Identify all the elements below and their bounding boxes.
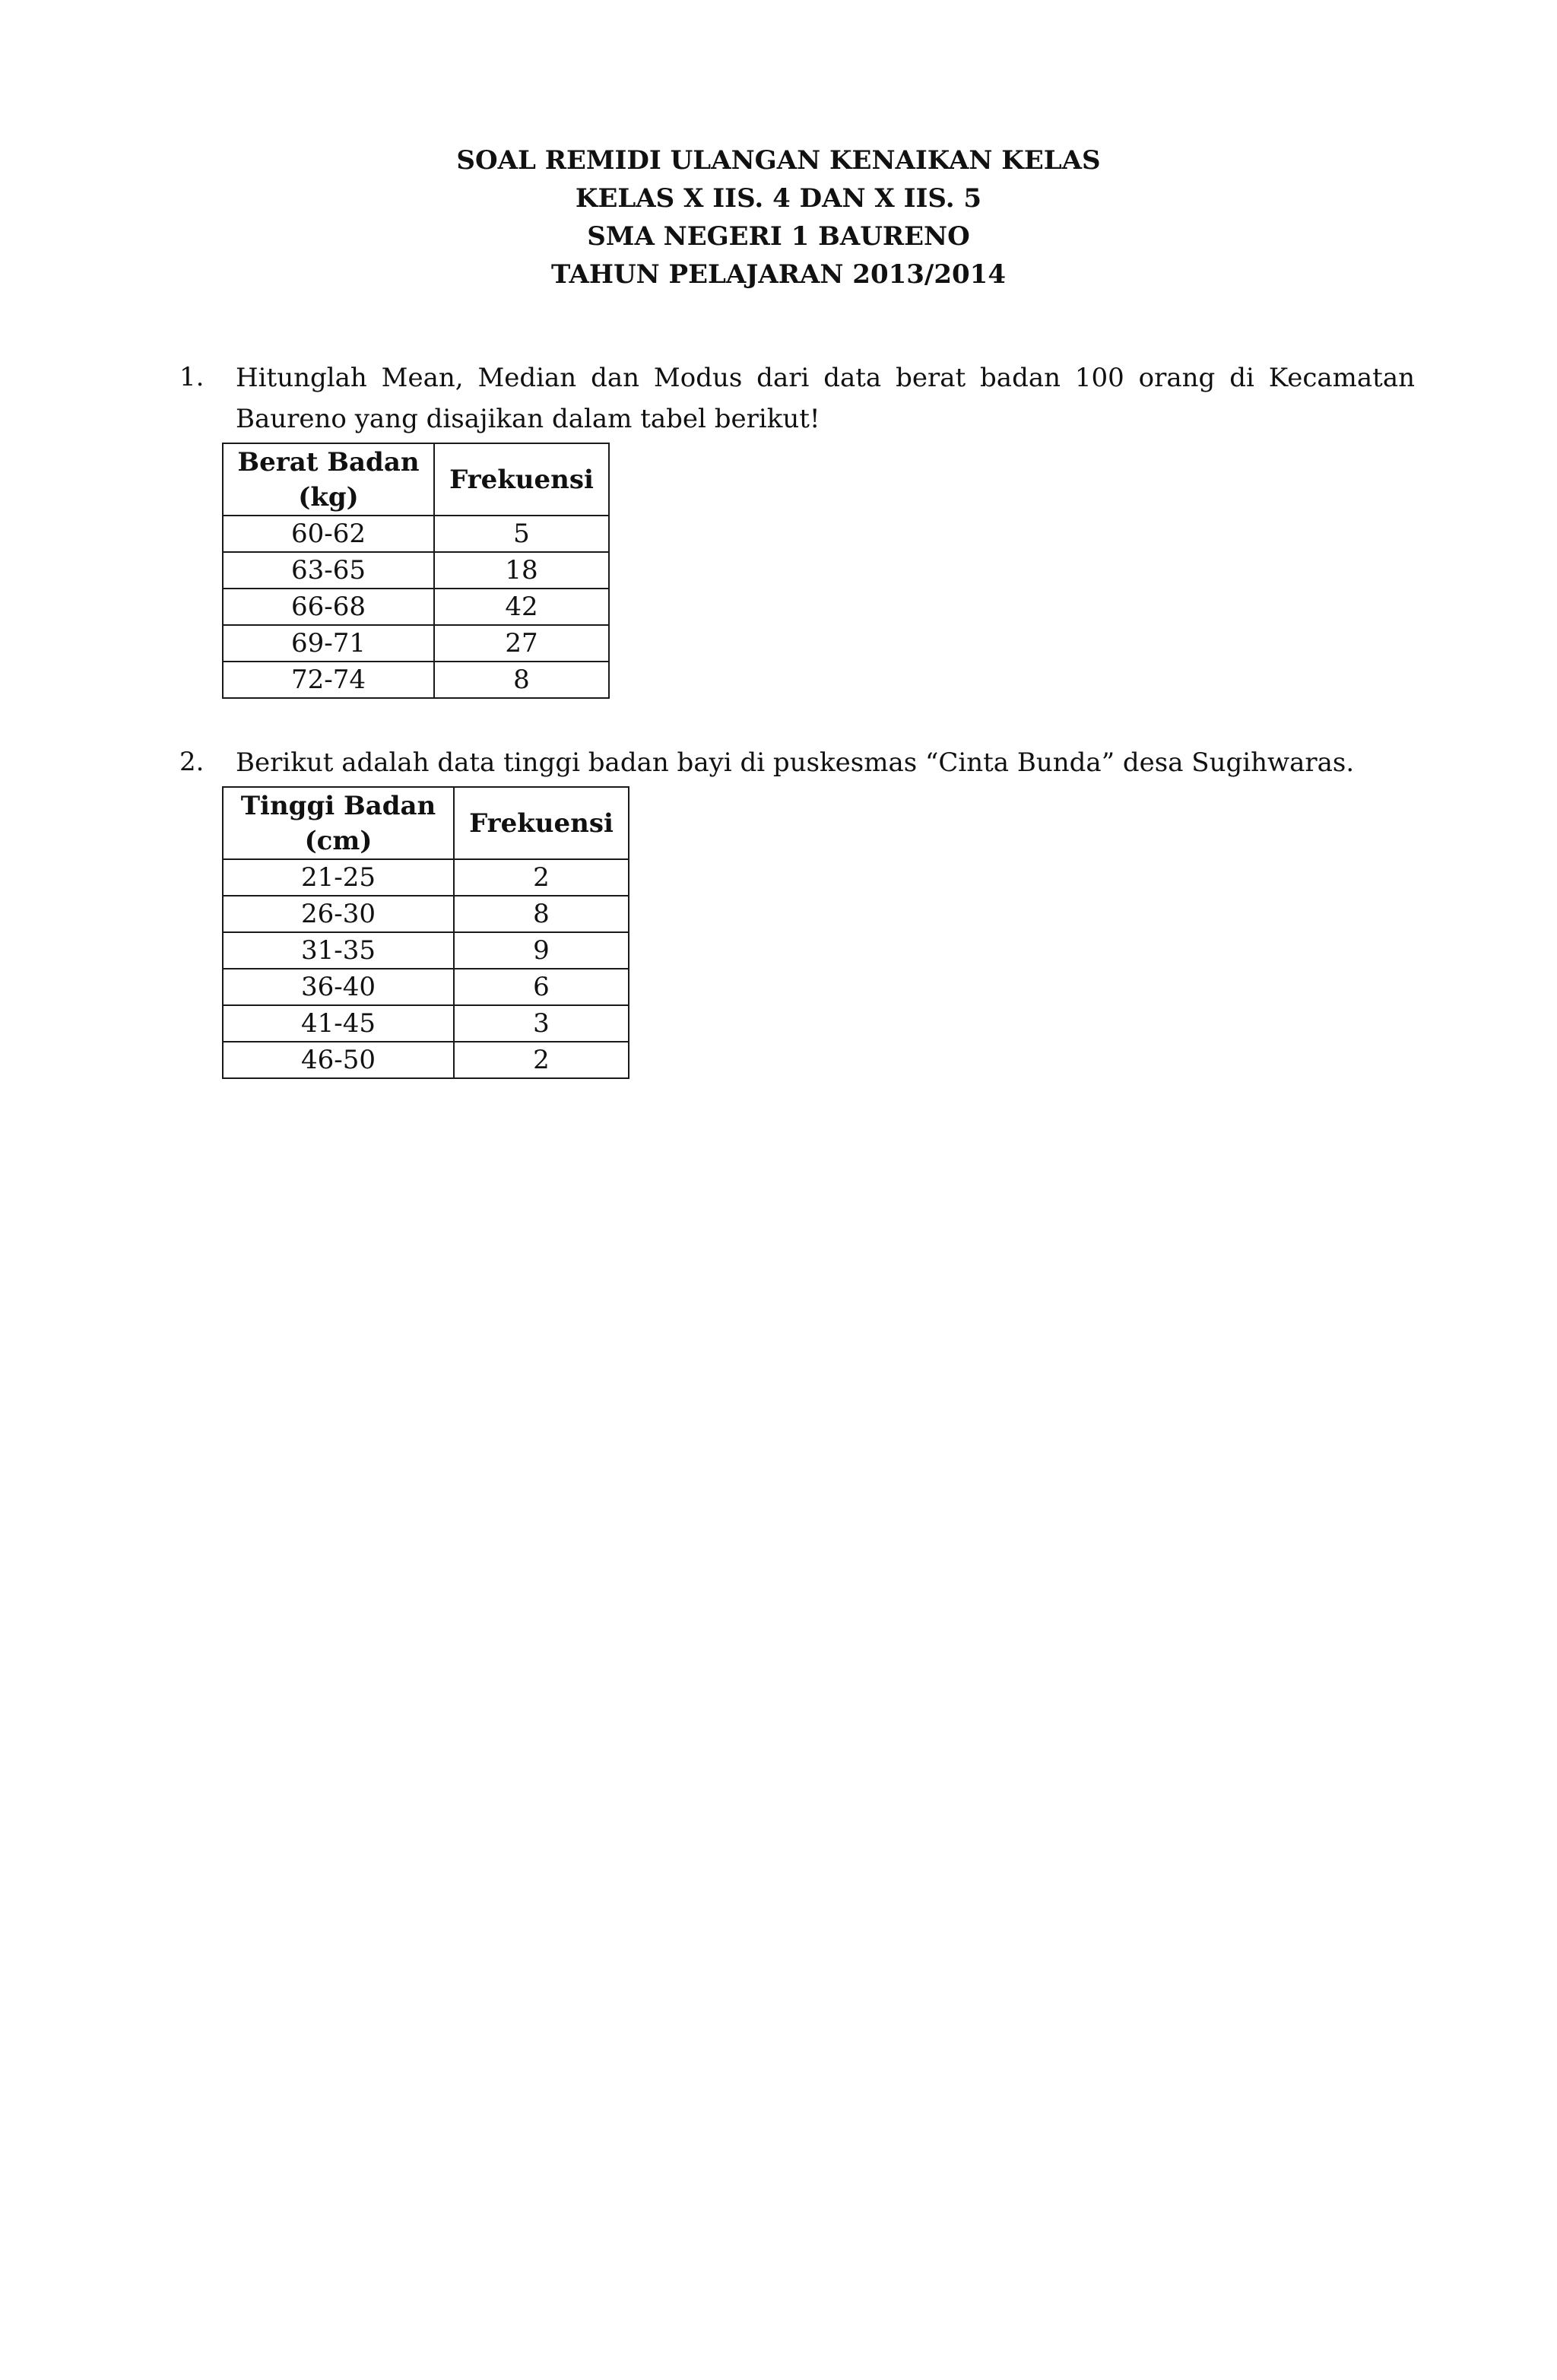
column-header-unit: (kg) <box>298 481 359 512</box>
range-cell: 41-45 <box>223 1005 454 1042</box>
range-cell: 72-74 <box>223 662 434 698</box>
frequency-cell: 27 <box>434 625 609 662</box>
column-header-frequency: Frekuensi <box>434 443 609 516</box>
header-title: SOAL REMIDI ULANGAN KENAIKAN KELAS <box>456 145 1101 176</box>
frequency-cell: 8 <box>454 896 629 932</box>
frequency-cell: 2 <box>454 859 629 896</box>
frequency-cell: 2 <box>454 1042 629 1078</box>
table-row <box>223 896 629 932</box>
question-number: 1. <box>179 362 205 392</box>
frequency-cell: 42 <box>434 589 609 625</box>
table-row <box>223 859 629 896</box>
column-header-label: Tinggi Badan <box>240 790 436 821</box>
range-cell: 26-30 <box>223 896 454 932</box>
height-frequency-table <box>222 786 629 1079</box>
table-row <box>223 589 609 625</box>
frequency-cell: 9 <box>454 932 629 969</box>
question-number: 2. <box>179 747 205 777</box>
frequency-cell: 18 <box>434 552 609 589</box>
column-header-range <box>223 787 454 859</box>
table-row <box>223 932 629 969</box>
table-row <box>223 1042 629 1078</box>
question-1 <box>179 357 1415 699</box>
range-cell: 36-40 <box>223 969 454 1005</box>
header-class: KELAS X IIS. 4 DAN X IIS. 5 <box>575 183 982 214</box>
range-cell: 46-50 <box>223 1042 454 1078</box>
header-school: SMA NEGERI 1 BAURENO <box>587 221 970 252</box>
table-header-row <box>223 443 609 516</box>
range-cell: 31-35 <box>223 932 454 969</box>
range-cell: 69-71 <box>223 625 434 662</box>
range-cell: 63-65 <box>223 552 434 589</box>
frequency-cell: 8 <box>434 662 609 698</box>
question-text: Hitunglah Mean, Median dan Modus dari data berat badan 100 orang di Kecamatan Baureno yang disajikan dalam tabel berikut! <box>236 363 1415 434</box>
question-text: Berikut adalah data tinggi badan bayi di puskesmas “Cinta Bunda” desa Sugihwaras. <box>236 747 1355 778</box>
column-header-range <box>223 443 434 516</box>
range-cell: 21-25 <box>223 859 454 896</box>
frequency-cell: 5 <box>434 516 609 552</box>
range-cell: 60-62 <box>223 516 434 552</box>
question-2 <box>179 742 1415 1079</box>
weight-frequency-table <box>222 443 610 699</box>
table-header-row <box>223 787 629 859</box>
frequency-cell: 6 <box>454 969 629 1005</box>
column-header-unit: (cm) <box>304 825 373 856</box>
column-header-frequency: Frekuensi <box>454 787 629 859</box>
frequency-cell: 3 <box>454 1005 629 1042</box>
table-row <box>223 625 609 662</box>
table-row <box>223 516 609 552</box>
table-row <box>223 1005 629 1042</box>
header-academic-year: TAHUN PELAJARAN 2013/2014 <box>551 259 1006 290</box>
document-header <box>0 141 1557 294</box>
table-row <box>223 662 609 698</box>
column-header-label: Berat Badan <box>237 446 420 478</box>
table-row <box>223 969 629 1005</box>
table-row <box>223 552 609 589</box>
range-cell: 66-68 <box>223 589 434 625</box>
